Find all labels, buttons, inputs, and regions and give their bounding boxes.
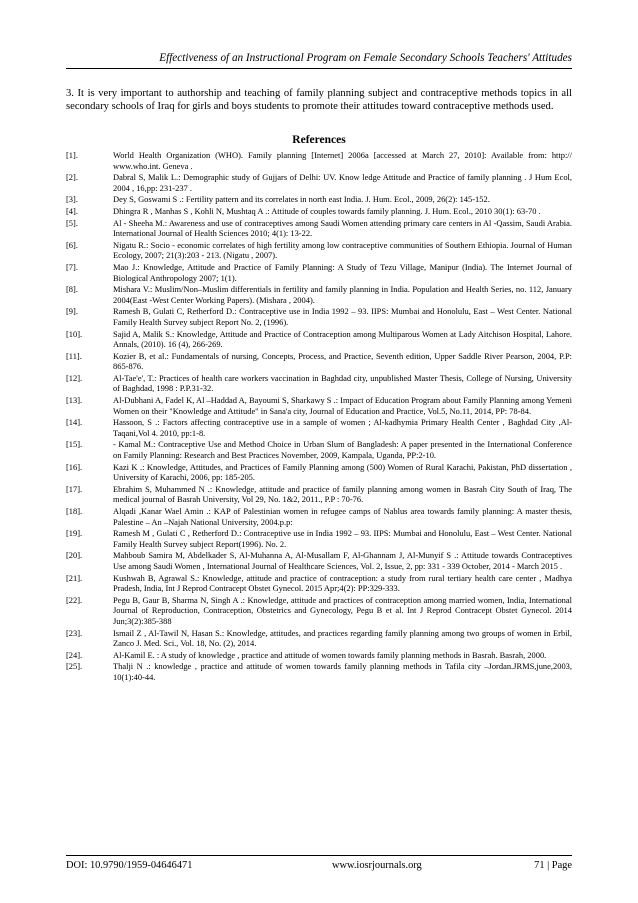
header-rule xyxy=(66,68,572,69)
reference-number: [24]. xyxy=(66,649,83,660)
reference-text: Nigatu R.: Socio - economic correlates of high fertility among low contraceptive communities of Southern Ethiopia. Journal of Human Ecology, 2007; 21(3):203 - 213. (Nigatu , 2007). xyxy=(113,239,572,261)
reference-item xyxy=(66,506,572,527)
reference-item xyxy=(66,628,572,649)
reference-text: Dey S, Goswami S .: Fertility pattern and its correlates in north east India. J. Hum. Ecol., 2009, 26(2): 145-152. xyxy=(113,194,490,205)
reference-text: Dabral S, Malik L.: Demographic study of Gujjars of Delhi: UV. Know ledge Attitude and Practice of family planning . J Hum Ecol, 2004 , 16,pp: 231-237 . xyxy=(113,172,572,193)
reference-item xyxy=(66,484,572,505)
reference-item xyxy=(66,150,572,171)
reference-number: [22]. xyxy=(66,594,83,605)
reference-text: Kazi K .: Knowledge, Attitudes, and Practices of Family Planning among (500) Women of Rural Karachi, Pakistan, PhD dissertation , University of Karachi, 2006, pp: 185-205. xyxy=(113,461,572,483)
reference-text: Alqadi ,Kanar Wael Amin .: KAP of Palestinian women in refugee camps of Nablus area towards family planning: A master thesis, Palestine – An –Najah National University, 2004.p.p: xyxy=(113,506,572,527)
reference-number: [1]. xyxy=(66,150,78,160)
reference-number: [3]. xyxy=(66,194,78,205)
reference-text: World Health Organization (WHO). Family planning [Internet] 2006a [accessed at March 27, 2010]: Available from: http:// www.who.int. Geneva . xyxy=(113,150,572,171)
reference-text: Al-Kamil E. : A study of knowledge , practice and attitude of women towards family planning methods in Basrah. Basrah, 2000. xyxy=(113,649,547,660)
reference-text: Al-Tae'e', T.: Practices of health care workers vaccination in Baghdad city, unpublished Master Thesis, College of Nursing, University of Baghdad, 1998 : P.P.31-32. xyxy=(113,372,572,394)
reference-item xyxy=(66,573,572,594)
reference-number: [23]. xyxy=(66,627,83,638)
reference-item xyxy=(66,595,572,627)
reference-item xyxy=(66,306,572,327)
reference-number: [7]. xyxy=(66,261,78,272)
reference-number: [10]. xyxy=(66,328,83,339)
reference-number: [18]. xyxy=(66,506,83,516)
reference-list xyxy=(66,150,572,684)
footer-website: www.iosrjournals.org xyxy=(332,860,422,871)
reference-number: [25]. xyxy=(66,661,83,672)
reference-number: [5]. xyxy=(66,217,78,228)
reference-text: Dhingra R , Manhas S , Kohli N, Mushtaq A .: Attitude of couples towards family planning. J. Hum. Ecol., 2010 30(1): 63-70 . xyxy=(113,205,541,216)
reference-text: Ebrahim S, Muhammed N .: Knowledge, attitude and practice of family planning among women in Basrah City South of Iraq, The medical journal of Basrah University, Vol 29, No. 1&2, 2011., P.P : 70-76. xyxy=(113,483,572,505)
reference-item xyxy=(66,528,572,549)
reference-text: Ramesh M , Gulati C , Retherford D.: Contraceptive use in India 1992 – 93. IIPS: Mumbai and Honolulu, East – West Center. National Family Health Survey subject Report(1996). No. 2. xyxy=(113,528,572,549)
reference-number: [2]. xyxy=(66,172,78,183)
reference-text: Ramesh B, Gulati C, Retherford D.: Contraceptive use in India 1992 – 93. IIPS: Mumbai and Honolulu, East – West Center. National Family Health Survey subject Report No. 2, (1996). xyxy=(113,306,572,327)
reference-text: Kushwah B, Agrawal S.: Knowledge, attitude and practice of contraception: a study from rural tertiary health care center , Madhya Pradesh, India, Int J Reprod Contracept Obstet Gynecol. 2015 Apr;4(2): PP:329-333. xyxy=(113,572,572,594)
reference-number: [19]. xyxy=(66,528,83,539)
reference-item xyxy=(66,650,572,661)
reference-item xyxy=(66,206,572,217)
reference-number: [14]. xyxy=(66,417,83,428)
reference-text: Sajid A, Malik S.: Knowledge, Attitude and Practice of Contraception among Multiparous Women at Lady Aitchison Hospital, Lahore. Annals, (2010). 16 (4), 266-269. xyxy=(113,328,572,350)
reference-item xyxy=(66,351,572,372)
reference-number: [20]. xyxy=(66,550,83,561)
reference-item xyxy=(66,661,572,682)
reference-number: [4]. xyxy=(66,205,78,216)
reference-text: Al - Sheeha M.: Awareness and use of contraceptives among Saudi Women attending primary care centers in Al -Qassim, Saudi Arabia. International Journal of Health Sciences 2010; 4(1): 13-22. xyxy=(113,217,572,239)
reference-number: [8]. xyxy=(66,284,78,295)
reference-item xyxy=(66,218,572,239)
reference-item xyxy=(66,262,572,283)
footer-doi: DOI: 10.9790/1959-04646471 xyxy=(66,860,193,871)
reference-text: Mahboub Samira M, Abdelkader S, Al-Muhanna A, Al-Musallam F, Al-Ghannam J, Al-Munyif S .: Attitude towards Contraceptives Use among Saudi Women , International Journal of Healthcare Sciences, Vol. 2, Issue, 2, pp: 331 - 339 October, 2014 - March 2015 . xyxy=(113,550,572,571)
reference-text: - Kamal M.: Contraceptive Use and Method Choice in Urban Slum of Bangladesh: A paper presented in the International Conference on Family Planning: Research and Best Practices November, 2009, Kampala, Uganda, PP:2-10. xyxy=(113,439,572,461)
reference-number: [11]. xyxy=(66,350,82,361)
reference-number: [21]. xyxy=(66,572,83,583)
reference-number: [17]. xyxy=(66,483,83,494)
running-title: Effectiveness of an Instructional Program on Female Secondary Schools Teachers' Attitudes xyxy=(159,52,572,64)
reference-item xyxy=(66,194,572,205)
reference-item xyxy=(66,462,572,483)
reference-item xyxy=(66,395,572,416)
reference-number: [13]. xyxy=(66,395,83,406)
reference-item xyxy=(66,550,572,571)
reference-item xyxy=(66,284,572,305)
reference-text: Mishara V.: Muslim/Non–Muslim differentials in fertility and family planning in India. Population and Health Series, no. 112, January 2004(East -West Center Working Papers). (Mishara , 2004). xyxy=(113,284,572,305)
reference-item xyxy=(66,240,572,261)
reference-item xyxy=(66,417,572,438)
reference-number: [15]. xyxy=(66,439,83,450)
reference-text: Thalji N .: knowledge , practice and attitude of women towards family planning methods in Tafila city –Jordan.JRMS,june,2003, 10(1):40-44. xyxy=(113,661,572,682)
reference-text: Al-Dubhani A, Fadel K, Al –Haddad A, Bayoumi S, Sharkawy S .: Impact of Education Program about Family Planning among Yemeni Women on their "Knowledge and Attitude" in Sana'a city, Journal of Education and Practice, Vol.5, No.11, 2014, PP: 78-84. xyxy=(113,395,572,416)
references-heading: References xyxy=(292,134,346,146)
footer-page-number: 71 | Page xyxy=(534,860,572,871)
footer-rule xyxy=(66,855,572,856)
reference-number: [6]. xyxy=(66,239,78,250)
reference-item xyxy=(66,373,572,394)
reference-item xyxy=(66,172,572,193)
reference-item xyxy=(66,439,572,460)
reference-text: Mao J.: Knowledge, Attitude and Practice of Family Planning: A Study of Tezu Village, Manipur (India). The Internet Journal of Biological Anthropology 2007; 1(1). xyxy=(113,261,572,283)
reference-text: Hassoon, S .: Factors affecting contraceptive use in a sample of women ; Al-kadhymia Primary Health Center , Baghdad City ,Al-Taqani,Vol 4. 2010, pp:1-8. xyxy=(113,417,572,438)
reference-text: Pegu B, Gaur B, Sharma N, Singh A .: Knowledge, attitude and practices of contraception among married women, India, International Journal of Reproduction, Contraception, Obstetrics and Gynecology, Pegu B et al. Int J Reprod Contracept Obstet Gynecol. 2014 Jun;3(2):385-388 xyxy=(113,594,572,626)
reference-number: [9]. xyxy=(66,306,78,317)
reference-item xyxy=(66,329,572,350)
reference-number: [16]. xyxy=(66,461,83,472)
body-paragraph: 3. It is very important to authorship and teaching of family planning subject and contraceptive methods topics in all secondary schools of Iraq for girls and boys students to promote their attitudes toward contraceptive methods used. xyxy=(66,88,572,113)
reference-number: [12]. xyxy=(66,372,83,383)
reference-text: Ismail Z , Al-Tawil N, Hasan S.: Knowledge, attitudes, and practices regarding family planning among two groups of women in Erbil, Zanco J. Med. Sci., Vol. 18, No. (2), 2014. xyxy=(113,627,572,649)
reference-text: Kozier B, et al.: Fundamentals of nursing, Concepts, Process, and Practice, Seventh edition, Upper Saddle River Pearson, 2004, P.P: 865-876. xyxy=(113,350,572,372)
